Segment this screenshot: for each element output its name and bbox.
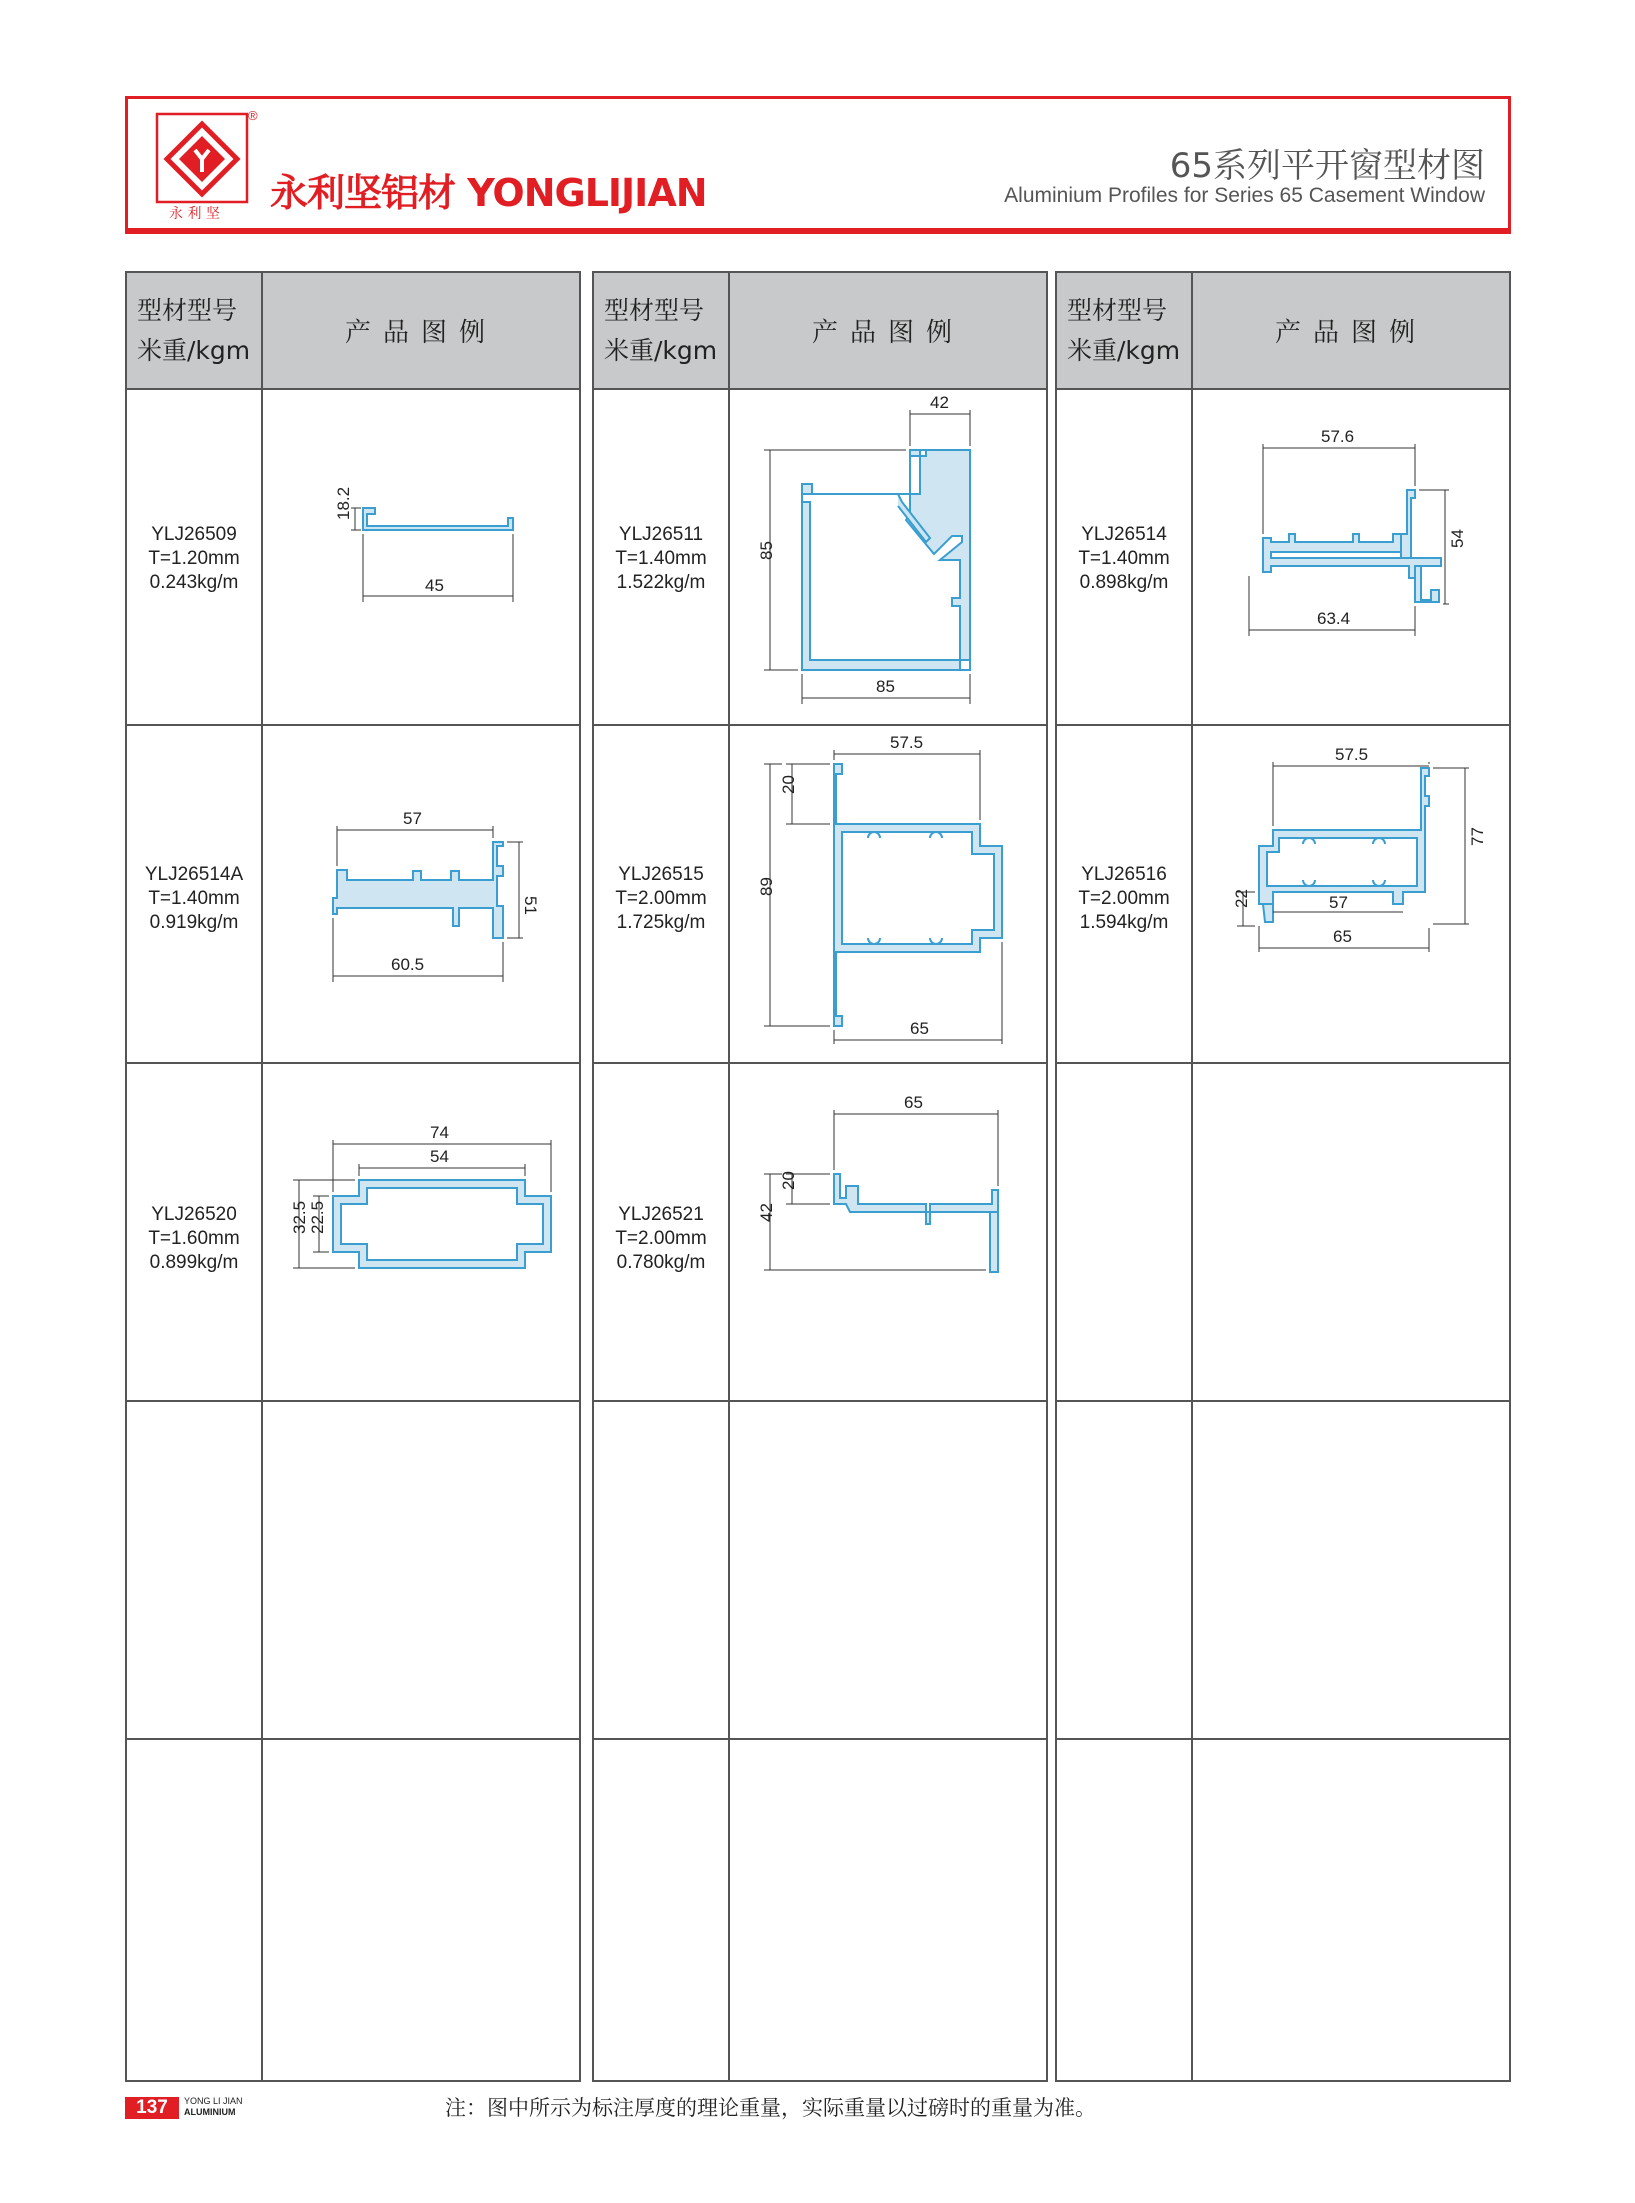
svg-text:77: 77 xyxy=(1468,827,1487,846)
svg-text:51: 51 xyxy=(521,896,540,915)
page-number: 137 xyxy=(125,2097,179,2119)
table-header xyxy=(594,273,1046,390)
profile-spec: YLJ26514 T=1.40mm 0.898kg/m xyxy=(1078,524,1170,593)
drawing-header: 产品图例 xyxy=(811,318,964,348)
svg-text:57.6: 57.6 xyxy=(1321,427,1355,446)
svg-text:57: 57 xyxy=(1329,893,1348,912)
svg-text:20: 20 xyxy=(779,775,798,794)
svg-text:42: 42 xyxy=(757,1203,776,1222)
svg-text:22.5: 22.5 xyxy=(308,1200,327,1234)
spec-header: 型材型号 米重/kgm xyxy=(594,273,730,388)
svg-text:57.5: 57.5 xyxy=(1335,745,1369,764)
brand-name: 永利坚铝材 YONGLIJIAN xyxy=(270,171,707,215)
profile-table-3 xyxy=(1055,271,1511,2082)
spec-header: 型材型号 米重/kgm xyxy=(1057,273,1193,388)
profile-drawing xyxy=(730,1064,1046,1400)
svg-text:65: 65 xyxy=(1333,927,1352,946)
drawing-header: 产品图例 xyxy=(1274,318,1427,348)
svg-text:57.5: 57.5 xyxy=(890,733,924,752)
table-header xyxy=(127,273,579,390)
profile-table-2 xyxy=(592,271,1048,2082)
page-title-en: Aluminium Profiles for Series 65 Casement Window xyxy=(1004,184,1485,207)
svg-text:57: 57 xyxy=(403,809,422,828)
registered-mark: ® xyxy=(248,108,258,123)
drawing-header: 产品图例 xyxy=(344,318,497,348)
profile-spec: YLJ26521 T=2.00mm 0.780kg/m xyxy=(615,1204,707,1273)
profile-drawing xyxy=(730,390,1046,724)
profile-spec: YLJ26514A T=1.40mm 0.919kg/m xyxy=(144,864,244,933)
profile-table-1 xyxy=(125,271,581,2082)
svg-text:18.2: 18.2 xyxy=(334,486,353,520)
table-header xyxy=(1057,273,1509,390)
footer-note: 注：图中所示为标注厚度的理论重量，实际重量以过磅时的重量为准。 xyxy=(445,2096,1096,2120)
svg-text:22: 22 xyxy=(1232,889,1251,908)
profile-spec: YLJ26515 T=2.00mm 1.725kg/m xyxy=(615,864,707,933)
profile-spec: YLJ26516 T=2.00mm 1.594kg/m xyxy=(1078,864,1170,933)
profile-spec: YLJ26511 T=1.40mm 1.522kg/m xyxy=(615,524,707,593)
profile-drawing xyxy=(1193,726,1509,1062)
svg-text:89: 89 xyxy=(757,877,776,896)
svg-text:54: 54 xyxy=(430,1147,449,1166)
svg-text:20: 20 xyxy=(779,1171,798,1190)
profile-drawing xyxy=(263,726,579,1062)
profile-spec: YLJ26520 T=1.60mm 0.899kg/m xyxy=(148,1204,240,1273)
svg-text:85: 85 xyxy=(757,541,776,560)
svg-text:63.4: 63.4 xyxy=(1317,609,1351,628)
profile-drawing xyxy=(263,390,579,724)
profile-drawing xyxy=(730,726,1046,1062)
page-title-cn: 65系列平开窗型材图 xyxy=(1169,146,1485,186)
profile-drawing xyxy=(1193,390,1509,724)
footer-brand: YONG LI JIAN ALUMINIUM xyxy=(184,2096,243,2117)
profile-spec: YLJ26509 T=1.20mm 0.243kg/m xyxy=(148,524,240,593)
spec-header: 型材型号 米重/kgm xyxy=(127,273,263,388)
svg-text:74: 74 xyxy=(430,1123,449,1142)
svg-text:85: 85 xyxy=(876,677,895,696)
profile-drawing xyxy=(263,1064,579,1400)
logo-caption: 永 利 坚 xyxy=(169,206,220,222)
svg-text:65: 65 xyxy=(904,1093,923,1112)
brand-logo xyxy=(155,112,267,222)
svg-text:45: 45 xyxy=(425,576,444,595)
svg-text:54: 54 xyxy=(1448,529,1467,548)
svg-text:60.5: 60.5 xyxy=(391,955,425,974)
svg-text:65: 65 xyxy=(910,1019,929,1038)
svg-text:32.5: 32.5 xyxy=(290,1200,309,1234)
svg-text:42: 42 xyxy=(930,393,949,412)
